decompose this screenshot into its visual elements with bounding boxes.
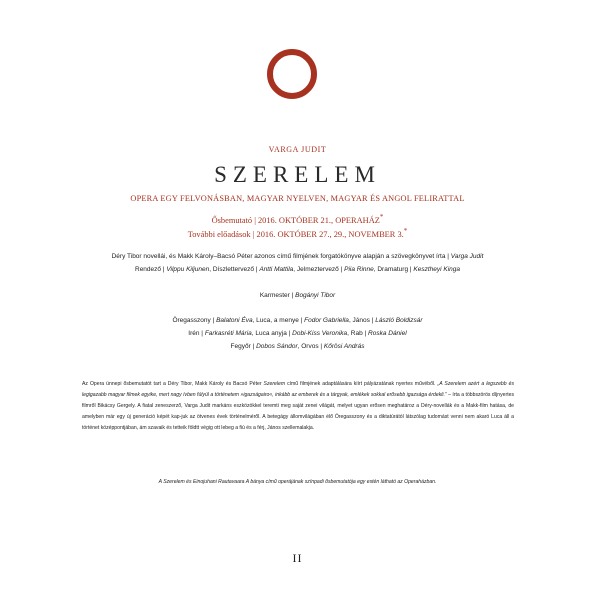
synopsis-text: Az Opera ünnepi ősbemutatót tart a Déry Tibor, Makk Károly és Bacsó Péter <box>82 381 264 387</box>
credit-role: Irén | <box>188 330 205 337</box>
opera-title: SZERELEM <box>214 162 381 187</box>
libretto-text: Déry Tibor novellái, és Makk Károly–Bacsó Péter azonos című filmjének forgatókönyve alapján a szövegkönyvet írta | <box>111 253 451 260</box>
credit-role: , Jelmeztervező | <box>293 266 345 273</box>
credit-role: , Luca, a menye | <box>252 317 305 324</box>
credit-name: László Boldizsár <box>375 317 423 324</box>
creative-team-line <box>0 263 595 276</box>
page-number: II <box>292 551 303 565</box>
double-bill-note <box>0 479 595 485</box>
further-value: 2016. OKTÓBER 27., 29., NOVEMBER 3. <box>256 229 404 239</box>
credit-name: Piia Rinne <box>344 266 374 273</box>
cast-line <box>0 327 595 340</box>
credit-name: Antti Mattila <box>259 266 294 273</box>
libretto-line <box>0 250 595 263</box>
note-text: és <box>184 479 193 485</box>
further-sep: | <box>250 229 257 239</box>
opera-subtitle: OPERA EGY FELVONÁSBAN, MAGYAR NYELVEN, MAGYAR ÉS ANGOL FELIRATTAL <box>130 194 465 203</box>
ring-logo <box>267 49 317 99</box>
credit-role: , Luca anyja | <box>251 330 293 337</box>
premiere-sep: | <box>252 215 258 225</box>
premiere-line <box>0 212 595 226</box>
credit-name: Dobi-Kiss Veronika <box>292 330 348 337</box>
further-label: További előadások <box>187 229 251 239</box>
further-line <box>0 226 595 240</box>
conductor-credit <box>0 289 595 302</box>
credit-role: , Rab | <box>347 330 369 337</box>
premiere-value: 2016. OKTÓBER 21., OPERAHÁZ <box>257 215 380 225</box>
synopsis-paragraph <box>82 379 514 434</box>
librettist-name: Varga Judit <box>450 253 484 260</box>
cast-line <box>0 314 595 327</box>
credit-name: Dobos Sándor <box>256 343 298 350</box>
credit-role: , Dramaturg | <box>373 266 414 273</box>
note-text: című operájának színpadi ősbemutatója egy estén látható az Operaházban. <box>264 479 437 485</box>
credit-name: Fodor Gabriella <box>304 317 349 324</box>
cast-list <box>0 314 595 353</box>
credit-role: , Díszlettervező | <box>209 266 260 273</box>
composer-name: VARGA JUDIT <box>268 145 327 154</box>
credit-name: Bogányi Tibor <box>295 292 336 299</box>
note-text: Einojuhani Rautavaara <box>192 479 245 485</box>
credit-name: Farkasréti Mária <box>204 330 252 337</box>
film-title: Szerelem <box>263 381 286 387</box>
credit-name: Balatoni Éva <box>216 317 253 324</box>
performance-dates <box>0 212 595 240</box>
critic-quote: „A Szerelem azért a legszebb és legigazabb magyar filmek egyike, mert nagy ívben fúlyül a történetem »igazságairo«, inkább az emberek és a tárgyak, emlékek sokkal erősebb igazsága érdekli.” <box>82 381 514 398</box>
premiere-mark: * <box>379 213 384 221</box>
credit-role: , Orvos | <box>297 343 324 350</box>
credit-role: Rendező | <box>135 266 167 273</box>
credit-role: Karmester | <box>259 292 296 299</box>
credit-role: Öregasszony | <box>172 317 217 324</box>
cast-line <box>0 340 595 353</box>
credit-name: Kőrösi András <box>323 343 365 350</box>
credit-name: Roska Dániel <box>368 330 407 337</box>
further-mark: * <box>403 226 408 235</box>
credit-role: Fegyőr | <box>230 343 257 350</box>
premiere-label: Ősbemutató <box>211 215 253 225</box>
synopsis-text: című filmjének adaptálására kiírt pályázatának nyertes művéből. <box>285 381 438 387</box>
creative-credits <box>0 250 595 276</box>
credit-role: , János | <box>348 317 376 324</box>
synopsis-text: – írta a többszörös díjnyertes filmről Bikácsy Gergely. A fiatal zeneszerző, Varga Judit markáns eszközökkel teremti meg saját zenei világát, melyet ugyan erősen meghatároz a Déry-novellák és a Makk-film hatása, de amelyben már egy új generáció képét kap-juk az ötvenes évek történelméről. A betegágy állomvilágában élő Öregasszony és a diktatúrától látszólag tudomást venni nem akaró Luca áll a történet középpontjában, ám szavaik és tetteik földtt végig ott lebeg a fiú és a férj, János szellemalakja. <box>82 392 515 431</box>
credit-name: Kesztheyi Kinga <box>413 266 460 273</box>
note-text: A Szerelem <box>158 479 185 485</box>
note-text: A bánya <box>244 479 265 485</box>
credit-name: Vilppu Kiljunen <box>166 266 210 273</box>
